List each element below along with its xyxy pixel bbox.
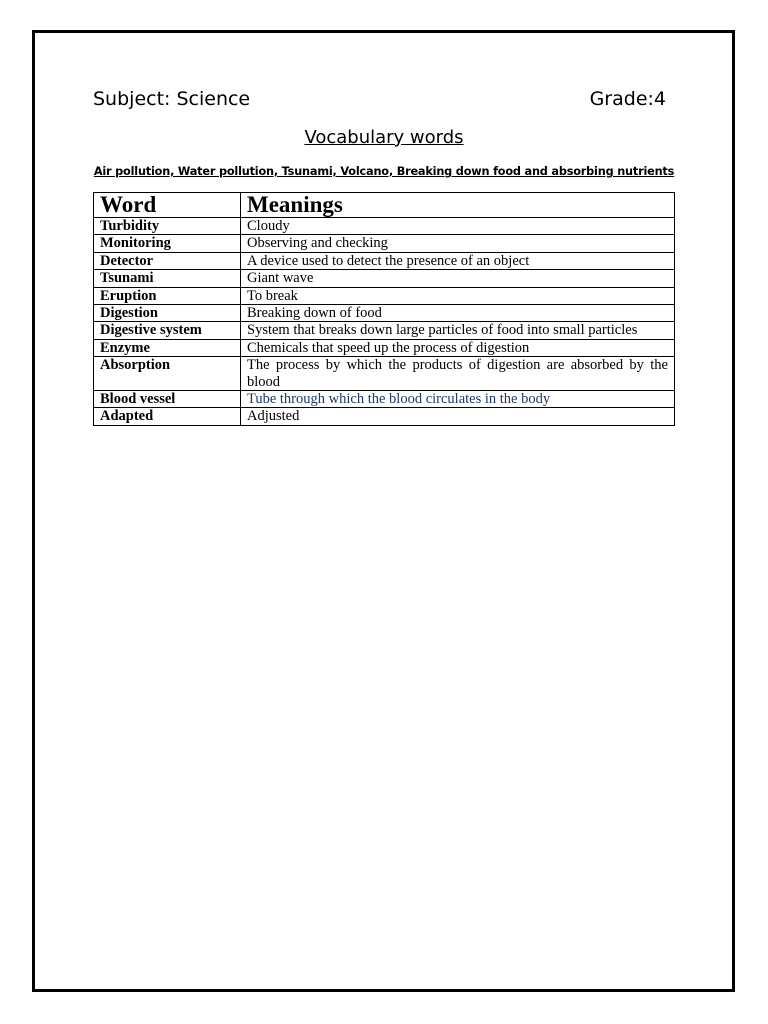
word-cell: Turbidity	[94, 218, 241, 235]
table-row	[94, 218, 675, 235]
meaning-cell: A device used to detect the presence of an object	[241, 252, 675, 269]
meaning-cell: Breaking down of food	[241, 305, 675, 322]
word-cell: Enzyme	[94, 339, 241, 356]
page-title: Vocabulary words	[304, 127, 464, 148]
word-cell: Blood vessel	[94, 391, 241, 408]
vocabulary-table	[93, 192, 675, 426]
table-row	[94, 305, 675, 322]
topics-line: Air pollution, Water pollution, Tsunami, Volcano, Breaking down food and absorbing nutrients	[93, 165, 675, 178]
meaning-cell: Cloudy	[241, 218, 675, 235]
table-row	[94, 252, 675, 269]
column-header-word: Word	[94, 193, 241, 218]
word-cell: Digestion	[94, 305, 241, 322]
grade-label: Grade:4	[589, 88, 666, 110]
meaning-cell: Observing and checking	[241, 235, 675, 252]
meaning-cell: Chemicals that speed up the process of digestion	[241, 339, 675, 356]
word-cell: Adapted	[94, 408, 241, 425]
word-cell: Absorption	[94, 357, 241, 391]
table-row	[94, 235, 675, 252]
column-header-meanings: Meanings	[241, 193, 675, 218]
meaning-cell: To break	[241, 287, 675, 304]
meaning-cell: Tube through which the blood circulates in the body	[241, 391, 675, 408]
word-cell: Digestive system	[94, 322, 241, 339]
meaning-cell: System that breaks down large particles of food into small particles	[241, 322, 675, 339]
table-row	[94, 322, 675, 339]
word-cell: Tsunami	[94, 270, 241, 287]
table-row	[94, 287, 675, 304]
table-row	[94, 408, 675, 425]
table-row	[94, 391, 675, 408]
table-row	[94, 270, 675, 287]
meaning-cell: Giant wave	[241, 270, 675, 287]
table-row	[94, 339, 675, 356]
word-cell: Eruption	[94, 287, 241, 304]
worksheet-header	[93, 88, 666, 110]
table-row	[94, 357, 675, 391]
subject-label: Subject: Science	[93, 88, 251, 110]
meaning-cell: Adjusted	[241, 408, 675, 425]
meaning-cell: The process by which the products of digestion are absorbed by the blood	[241, 357, 675, 391]
word-cell: Monitoring	[94, 235, 241, 252]
table-header-row	[94, 193, 675, 218]
word-cell: Detector	[94, 252, 241, 269]
